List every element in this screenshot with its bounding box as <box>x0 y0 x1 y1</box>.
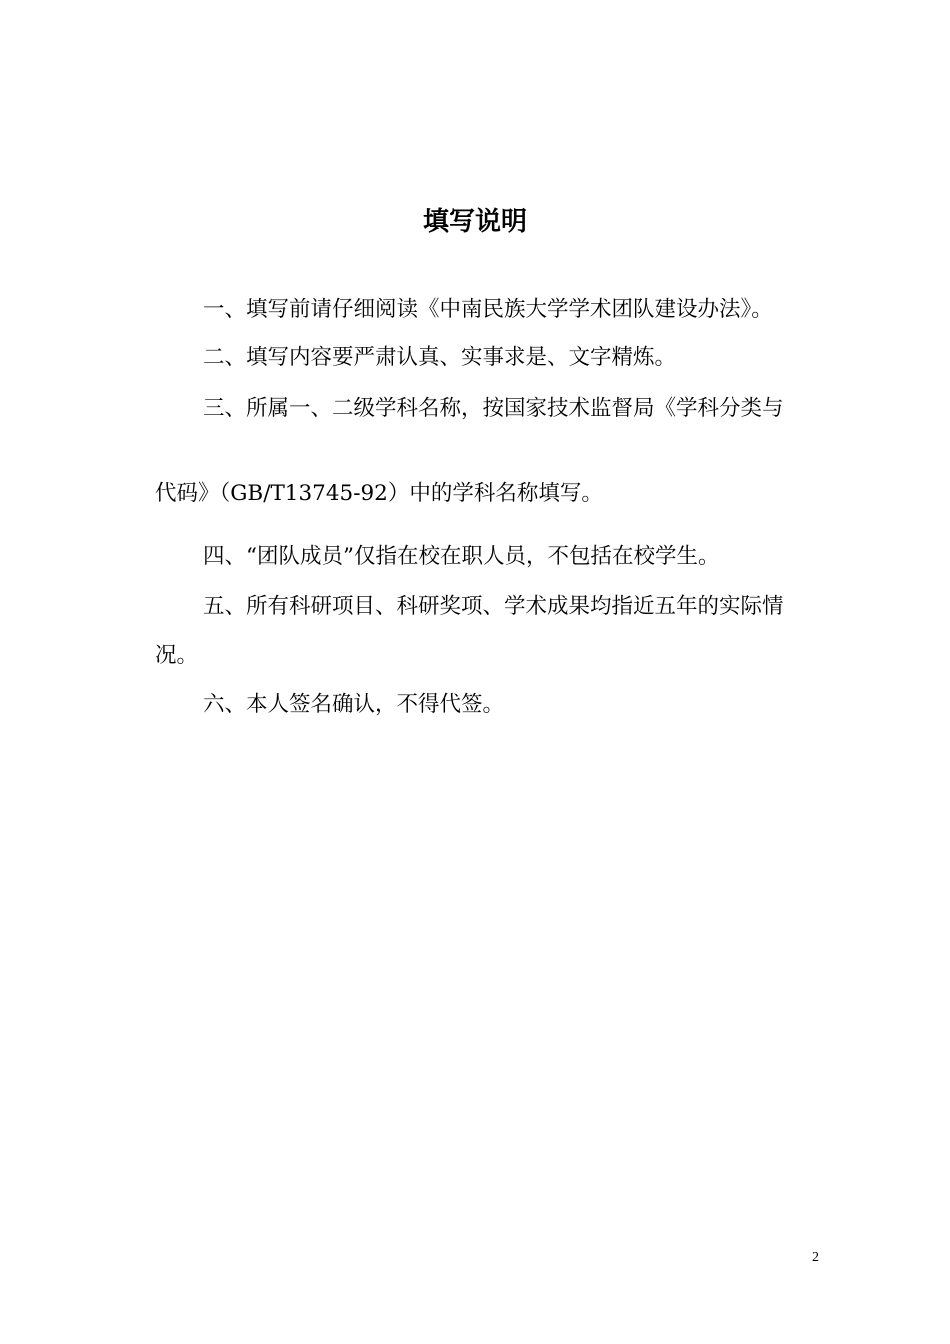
instruction-item-2: 二、填写内容要严肃认真、实事求是、文字精炼。 <box>203 345 677 370</box>
instruction-item-5-continued: 况。 <box>155 643 199 668</box>
instruction-item-4: 四、“团队成员”仅指在校在职人员，不包括在校学生。 <box>203 544 720 569</box>
instruction-item-5: 五、所有科研项目、科研奖项、学术成果均指近五年的实际情 <box>203 594 784 619</box>
instruction-item-1: 一、填写前请仔细阅读《中南民族大学学术团队建设办法》。 <box>203 297 773 322</box>
instruction-item-3: 三、所属一、二级学科名称，按国家技术监督局《学科分类与 <box>203 396 784 421</box>
instruction-item-6: 六、本人签名确认，不得代签。 <box>203 692 505 717</box>
page-number: 2 <box>812 1250 819 1265</box>
page-title: 填写说明 <box>422 207 527 237</box>
instruction-item-3-continued: 代码》（GB/T13745-92）中的学科名称填写。 <box>155 481 603 506</box>
